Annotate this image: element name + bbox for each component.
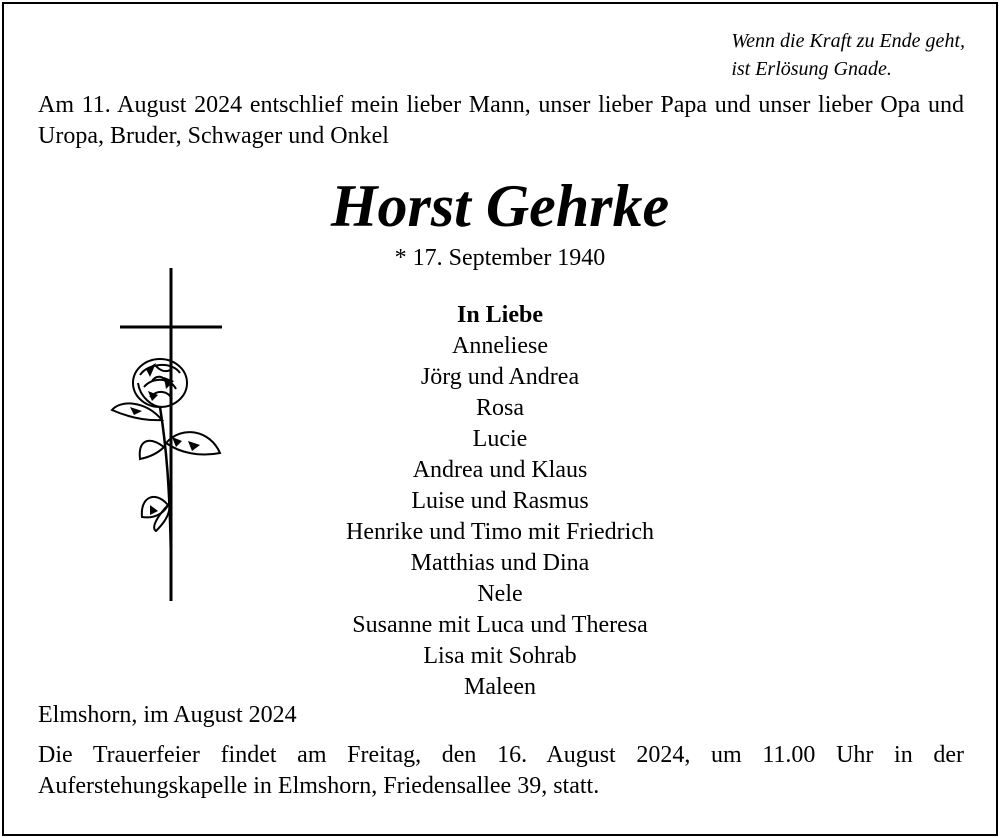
mourner-name: Lucie	[472, 426, 528, 452]
mourner-name: Anneliese	[452, 333, 548, 359]
motto-line-2: ist Erlösung Gnade.	[731, 58, 892, 80]
birth-date: * 17. September 1940	[394, 245, 606, 271]
mourner-name: Henrike und Timo mit Friedrich	[346, 519, 654, 545]
mourner-name: Rosa	[476, 395, 524, 421]
mourner-name: Maleen	[464, 674, 536, 700]
funeral-service-notice: Die Trauerfeier findet am Freitag, den 16. August 2024, um 11.00 Uhr in der Auferstehungskapelle in Elmshorn, Friedensallee 39, statt.	[38, 742, 964, 799]
mourner-name: Lisa mit Sohrab	[423, 643, 577, 669]
mourner-name: Nele	[477, 581, 523, 607]
mourner-name: Jörg und Andrea	[420, 364, 580, 390]
motto-line-1: Wenn die Kraft zu Ende geht,	[731, 30, 965, 52]
mourner-name: Luise und Rasmus	[411, 488, 589, 514]
deceased-name: Horst Gehrke	[330, 173, 670, 239]
cross-with-rose-icon	[100, 265, 235, 605]
mourner-name: Susanne mit Luca und Theresa	[352, 612, 648, 638]
mourners-heading: In Liebe	[456, 302, 543, 328]
place-date: Elmshorn, im August 2024	[38, 702, 297, 728]
mourner-name: Andrea und Klaus	[412, 457, 588, 483]
motto	[731, 27, 965, 83]
intro-text: Am 11. August 2024 entschlief mein lieber Mann, unser lieber Papa und unser lieber Opa und Uropa, Bruder, Schwager und Onkel	[38, 92, 964, 149]
mourner-name: Matthias und Dina	[410, 550, 590, 576]
mourners-list	[300, 300, 700, 703]
